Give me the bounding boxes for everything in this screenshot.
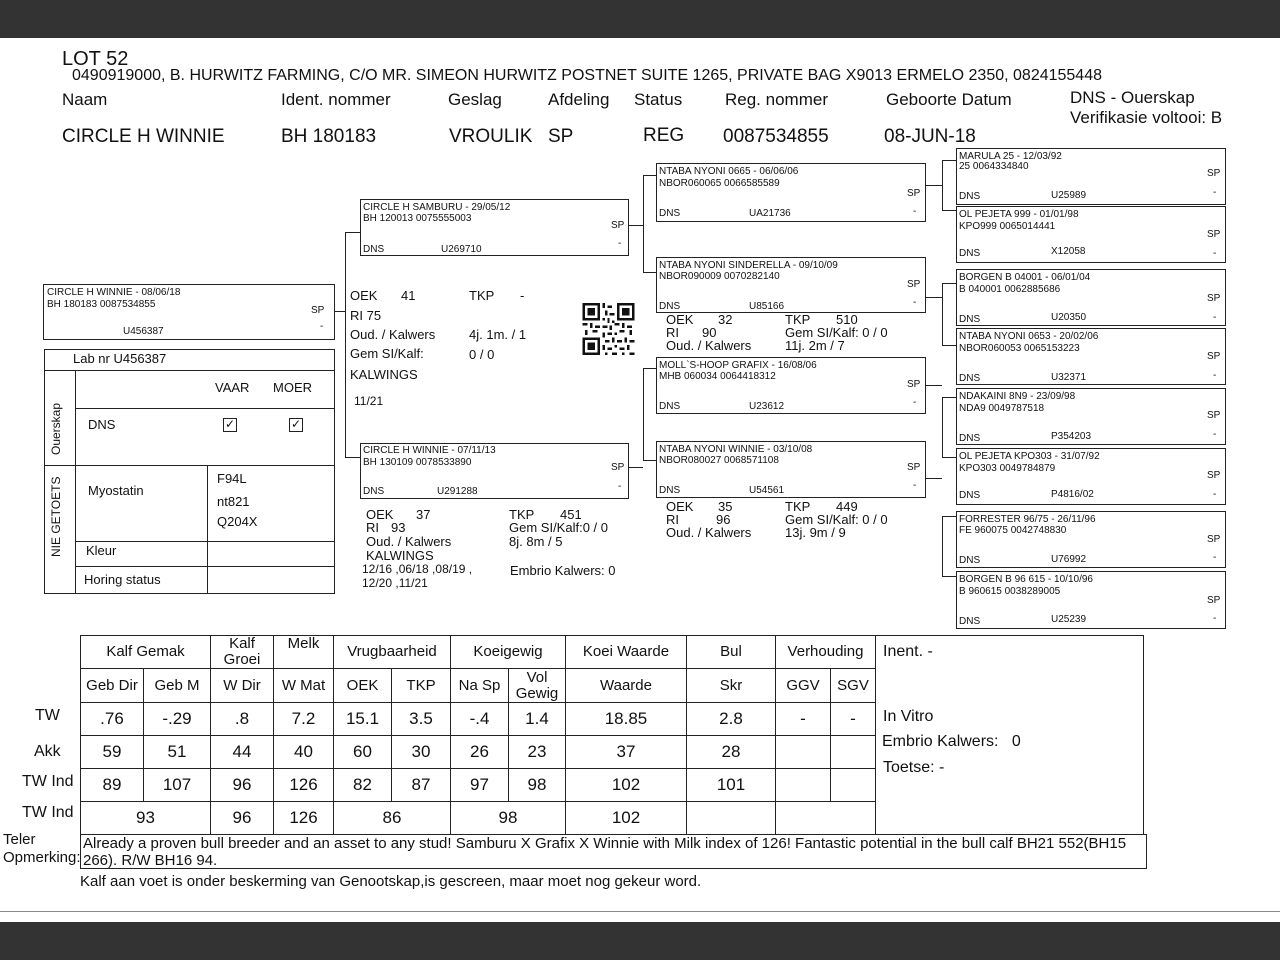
ggp-dns-value: U25239	[1051, 614, 1087, 625]
dam-box	[360, 443, 629, 499]
row-label-akk: Akk	[34, 743, 61, 760]
ggp-dns-label: DNS	[959, 248, 981, 259]
animal-box	[43, 284, 335, 340]
ggp-title: FORRESTER 96/75 - 26/11/96	[959, 514, 1096, 525]
col-geb-m: Geb M	[144, 669, 211, 703]
gp-section: SP	[907, 379, 921, 390]
dam-section: SP	[611, 462, 625, 473]
great-grandparent-box-3	[956, 269, 1226, 326]
sire-box	[360, 199, 629, 256]
twind2-cell: 96	[211, 802, 274, 835]
dam-oud-label: Oud. / Kalwers	[366, 534, 452, 549]
sire-oud-value: 4j. 1m. / 1	[469, 327, 527, 342]
col-vol-gewig: Vol Gewig	[509, 669, 566, 703]
ggp-dns-value: U32371	[1051, 372, 1087, 383]
group-melk: Melk	[274, 636, 334, 669]
ggp-section: SP	[1207, 595, 1221, 606]
gp2-oud-value: 11j. 2m / 7	[785, 338, 845, 353]
ggp-dash: -	[1213, 552, 1217, 563]
akk-cell	[831, 736, 876, 769]
owner-line: 0490919000, B. HURWITZ FARMING, C/O MR. SIMEON HURWITZ POSTNET SUITE 1265, PRIVATE BAG X9013 ERMELO 2350, 0824155448	[72, 67, 1102, 84]
twind-cell: 96	[211, 769, 274, 802]
myostatin-value-1: F94L	[217, 471, 247, 486]
gp-dash: -	[913, 397, 917, 408]
dam-dns-value: U291288	[437, 486, 478, 497]
tw-cell: 2.8	[687, 703, 776, 736]
dam-tkp-label: TKP	[509, 507, 535, 522]
col-geb-dir: Geb Dir	[81, 669, 144, 703]
gp4-ri-label: RI	[666, 512, 679, 527]
gp2-tkp-value: 510	[836, 312, 858, 327]
twind2-cell: 126	[274, 802, 334, 835]
sire-dns-label: DNS	[363, 244, 385, 255]
grandparent-box-1	[656, 163, 926, 222]
gp-dns-label: DNS	[659, 208, 681, 219]
sire-gem-label: Gem SI/Kalf:	[350, 346, 424, 361]
ggp-dash: -	[1213, 613, 1217, 624]
gp-dns-value: U23612	[749, 401, 785, 412]
sire-title: CIRCLE H SAMBURU - 29/05/12	[363, 202, 511, 213]
dam-oek-value: 37	[416, 507, 431, 522]
ggp-section: SP	[1207, 410, 1221, 421]
ggp-title: NTABA NYONI 0653 - 20/02/06	[959, 331, 1099, 342]
gp-ids: NBOR080027 0068571108	[659, 455, 779, 466]
ggp-dns-label: DNS	[959, 373, 981, 384]
great-grandparent-box-8	[956, 571, 1226, 629]
dam-oud-value: 8j. 8m / 5	[509, 534, 563, 549]
ggp-title: MARULA 25 - 12/03/92	[959, 151, 1062, 162]
dam-ri-value: 93	[391, 520, 406, 535]
dam-ids: BH 130109 0078533890	[363, 457, 472, 468]
twind-cell: 82	[334, 769, 392, 802]
label-reg: Reg. nommer	[725, 90, 828, 109]
akk-cell	[776, 736, 831, 769]
gp-dns-label: DNS	[659, 301, 681, 312]
gp4-oud-value: 13j. 9m / 9	[785, 525, 846, 540]
col-tkp: TKP	[392, 669, 451, 703]
twind-cell	[831, 769, 876, 802]
col-ggv: GGV	[776, 669, 831, 703]
ggp-section: SP	[1207, 470, 1221, 481]
dam-gem: Gem SI/Kalf:0 / 0	[509, 520, 608, 535]
invitro-label: In Vitro	[883, 708, 934, 725]
twind-cell: 97	[451, 769, 509, 802]
gp-dash: -	[913, 206, 917, 217]
remarks-text: Already a proven bull breeder and an asset to any stud! Samburu X Grafix X Winnie with Milk index of 126! Fantastic potential in the bull calf BH21 552(BH15 266). R/W BH16 94.	[83, 835, 1127, 869]
gp-dash: -	[913, 480, 917, 491]
dam-dash: -	[618, 481, 622, 492]
gp2-tkp-label: TKP	[785, 312, 811, 327]
gp-dns-value: U54561	[749, 485, 785, 496]
group-kalf-groei: Kalf Groei	[211, 636, 274, 669]
ggp-dns-value: P354203	[1051, 431, 1092, 442]
sire-tkp-value: -	[520, 288, 525, 303]
akk-cell: 44	[211, 736, 274, 769]
tw-cell: -.29	[144, 703, 211, 736]
animal-section: SP	[311, 305, 325, 316]
tw-cell: -.4	[451, 703, 509, 736]
dam-kalwings-label: KALWINGS	[366, 548, 434, 563]
sire-tkp-label: TKP	[469, 288, 495, 303]
myostatin-value-2: nt821	[217, 494, 250, 509]
ggp-section: SP	[1207, 229, 1221, 240]
sire-dns-value: U269710	[441, 244, 482, 255]
gp-dash: -	[913, 297, 917, 308]
col-oek: OEK	[334, 669, 392, 703]
gp-section: SP	[907, 188, 921, 199]
kleur-label: Kleur	[86, 543, 117, 558]
qr-code-icon	[582, 303, 635, 355]
tw-cell: -	[776, 703, 831, 736]
akk-cell: 51	[144, 736, 211, 769]
akk-cell: 59	[81, 736, 144, 769]
col-w-mat: W Mat	[274, 669, 334, 703]
ggp-dns-label: DNS	[959, 433, 981, 444]
gp2-ri-value: 90	[702, 325, 717, 340]
twind-cell: 89	[81, 769, 144, 802]
sire-dash: -	[618, 238, 622, 249]
tw-cell: 7.2	[274, 703, 334, 736]
grandparent-box-3	[656, 357, 926, 414]
group-vrugbaarheid: Vrugbaarheid	[334, 636, 451, 669]
col-w-dir: W Dir	[211, 669, 274, 703]
grandparent-box-4	[656, 441, 926, 498]
remarks-label-opmerking: Opmerking:	[3, 849, 81, 866]
ggp-dns-label: DNS	[959, 314, 981, 325]
sire-kalwings-label: KALWINGS	[350, 367, 418, 382]
ggp-section: SP	[1207, 293, 1221, 304]
animal-dash: -	[320, 321, 324, 332]
gp-title: NTABA NYONI 0665 - 06/06/06	[659, 166, 799, 177]
ggp-ids: NDA9 0049787518	[959, 403, 1045, 414]
bottom-bar	[0, 922, 1280, 960]
gp4-tkp-value: 449	[836, 499, 858, 514]
twind-cell: 87	[392, 769, 451, 802]
tw-cell: 1.4	[509, 703, 566, 736]
animal-dns: U456387	[123, 326, 164, 337]
akk-cell: 23	[509, 736, 566, 769]
row-label-tw: TW	[35, 707, 60, 724]
group-koeigewig: Koeigewig	[451, 636, 566, 669]
twind2-cell: 98	[451, 802, 566, 835]
label-dns: DNS - Ouerskap	[1070, 88, 1195, 107]
ggp-dash: -	[1213, 429, 1217, 440]
ggp-dns-value: U76992	[1051, 554, 1087, 565]
gp4-gem: Gem SI/Kalf: 0 / 0	[785, 512, 888, 527]
sire-oek-value: 41	[401, 288, 416, 303]
col-na-sp: Na Sp	[451, 669, 509, 703]
nie-getoets-label: NIE GETOETS	[49, 476, 63, 557]
gp2-oek-value: 32	[718, 312, 733, 327]
gp-dns-label: DNS	[659, 401, 681, 412]
twind2-cell: 102	[566, 802, 687, 835]
horing-label: Horing status	[84, 572, 161, 587]
lab-number: Lab nr U456387	[73, 351, 167, 366]
remarks-label-teler: Teler	[3, 831, 36, 848]
label-naam: Naam	[62, 90, 108, 109]
sire-section: SP	[611, 220, 625, 231]
ggp-ids: KPO999 0065014441	[959, 221, 1056, 232]
dam-kalwings-value-2: 12/20 ,11/21	[362, 576, 428, 590]
ggp-dash: -	[1213, 187, 1217, 198]
animal-title: CIRCLE H WINNIE - 08/06/18	[47, 287, 181, 298]
gp-title: NTABA NYONI WINNIE - 03/10/08	[659, 444, 813, 455]
lot-number: LOT 52	[62, 48, 129, 70]
ggp-title: BORGEN B 96 615 - 10/10/96	[959, 574, 1093, 585]
group-kalf-gemak: Kalf Gemak	[81, 636, 211, 669]
great-grandparent-box-7	[956, 511, 1226, 568]
ggp-title: OL PEJETA KPO303 - 31/07/92	[959, 451, 1100, 462]
value-geboorte: 08-JUN-18	[884, 126, 976, 147]
vaar-header: VAAR	[215, 380, 250, 395]
ggp-title: OL PEJETA 999 - 01/01/98	[959, 209, 1079, 220]
label-ident: Ident. nommer	[281, 90, 391, 109]
value-reg: 0087534855	[723, 126, 829, 147]
sire-kalwings-value: 11/21	[354, 394, 384, 408]
tw-cell: .76	[81, 703, 144, 736]
dam-dns-label: DNS	[363, 486, 385, 497]
gp-title: MOLL`S-HOOP GRAFIX - 16/08/06	[659, 360, 817, 371]
great-grandparent-box-4	[956, 328, 1226, 385]
gp2-gem: Gem SI/Kalf: 0 / 0	[785, 325, 888, 340]
myostatin-label: Myostatin	[88, 483, 144, 498]
twind-cell	[776, 769, 831, 802]
col-sgv: SGV	[831, 669, 876, 703]
gp-title: NTABA NYONI SINDERELLA - 09/10/09	[659, 260, 838, 271]
ggp-ids: 25 0064334840	[959, 161, 1029, 172]
footer-note: Kalf aan voet is onder beskerming van Genootskap,is gescreen, maar moet nog gekeur word.	[80, 873, 702, 890]
ggp-dash: -	[1213, 248, 1217, 259]
twind-cell: 102	[566, 769, 687, 802]
animal-ids: BH 180183 0087534855	[47, 299, 156, 310]
ggp-section: SP	[1207, 168, 1221, 179]
ggp-ids: KPO303 0049784879	[959, 463, 1056, 474]
twind2-cell: 86	[334, 802, 451, 835]
ouerskap-label: Ouerskap	[49, 402, 63, 455]
footer-divider	[0, 911, 1280, 912]
ggp-dash: -	[1213, 489, 1217, 500]
ggp-ids: B 960615 0038289005	[959, 586, 1061, 597]
dam-embrio: Embrio Kalwers: 0	[510, 563, 616, 578]
group-bul: Bul	[687, 636, 776, 669]
label-geslag: Geslag	[448, 90, 502, 109]
akk-cell: 40	[274, 736, 334, 769]
ggp-section: SP	[1207, 351, 1221, 362]
sire-oud-label: Oud. / Kalwers	[350, 327, 436, 342]
gp-dns-value: U85166	[749, 301, 785, 312]
great-grandparent-box-5	[956, 388, 1226, 445]
group-koei-waarde: Koei Waarde	[566, 636, 687, 669]
side-info-cell	[876, 636, 1144, 835]
tw-cell: 3.5	[392, 703, 451, 736]
label-status: Status	[634, 90, 683, 109]
moer-dns-checkbox: ✓	[290, 417, 302, 431]
ggp-dns-value: X12058	[1051, 246, 1086, 257]
ggp-ids: B 040001 0062885686	[959, 284, 1061, 295]
toetse-label: Toetse: -	[883, 759, 945, 776]
gp-section: SP	[907, 462, 921, 473]
breeding-values-table	[80, 635, 1144, 835]
akk-cell: 37	[566, 736, 687, 769]
ggp-ids: NBOR060053 0065153223	[959, 343, 1080, 354]
ggp-dash: -	[1213, 370, 1217, 381]
tw-cell: -	[831, 703, 876, 736]
twind2-cell: 93	[81, 802, 211, 835]
ggp-dns-value: U25989	[1051, 190, 1087, 201]
ggp-dns-label: DNS	[959, 555, 981, 566]
great-grandparent-box-1	[956, 148, 1226, 205]
ggp-title: NDAKAINI 8N9 - 23/09/98	[959, 391, 1076, 402]
twind-cell: 101	[687, 769, 776, 802]
tw-cell: .8	[211, 703, 274, 736]
ggp-section: SP	[1207, 534, 1221, 545]
dam-title: CIRCLE H WINNIE - 07/11/13	[363, 445, 496, 456]
sire-ids: BH 120013 0075555003	[363, 213, 472, 224]
top-bar	[0, 0, 1280, 38]
ggp-dns-label: DNS	[959, 616, 981, 627]
dam-ri-label: RI	[366, 520, 379, 535]
vaar-dns-checkbox: ✓	[224, 417, 236, 431]
ggp-title: BORGEN B 04001 - 06/01/04	[959, 272, 1091, 283]
sire-gem-value: 0 / 0	[469, 347, 495, 362]
ggp-dns-value: U20350	[1051, 312, 1087, 323]
col-waarde: Waarde	[566, 669, 687, 703]
value-naam: CIRCLE H WINNIE	[62, 126, 225, 147]
value-geslag: VROULIK	[449, 126, 533, 147]
gp2-ri-label: RI	[666, 325, 679, 340]
gp4-oek-label: OEK	[666, 499, 694, 514]
ggp-dns-label: DNS	[959, 490, 981, 501]
gp4-ri-value: 96	[716, 512, 731, 527]
value-afdeling: SP	[548, 126, 574, 147]
col-skr: Skr	[687, 669, 776, 703]
embrio-label: Embrio Kalwers: 0	[882, 733, 1021, 750]
inent-label: Inent. -	[883, 643, 933, 660]
akk-cell: 60	[334, 736, 392, 769]
dam-kalwings-value-1: 12/16 ,06/18 ,08/19 ,	[362, 562, 473, 576]
ggp-ids: FE 960075 0042748830	[959, 525, 1067, 536]
ggp-dns-label: DNS	[959, 191, 981, 202]
gp4-tkp-label: TKP	[785, 499, 811, 514]
gp-ids: NBOR060065 0066585589	[659, 178, 780, 189]
twind-cell: 107	[144, 769, 211, 802]
great-grandparent-box-2	[956, 206, 1226, 263]
gp-dns-value: UA21736	[749, 208, 791, 219]
gp-ids: MHB 060034 0064418312	[659, 371, 776, 382]
row-label-tw-ind-2: TW Ind	[22, 804, 74, 821]
tw-cell: 15.1	[334, 703, 392, 736]
gp-ids: NBOR090009 0070282140	[659, 271, 780, 282]
dam-tkp-value: 451	[560, 507, 582, 522]
myostatin-value-3: Q204X	[217, 514, 258, 529]
gp4-oek-value: 35	[718, 499, 733, 514]
twind-cell: 98	[509, 769, 566, 802]
moer-header: MOER	[273, 380, 312, 395]
gp2-oek-label: OEK	[666, 312, 694, 327]
tw-cell: 18.85	[566, 703, 687, 736]
ggp-dash: -	[1213, 312, 1217, 323]
row-label-tw-ind: TW Ind	[22, 773, 74, 790]
grandparent-box-2	[656, 257, 926, 313]
akk-cell: 26	[451, 736, 509, 769]
label-geboorte: Geboorte Datum	[886, 90, 1012, 109]
gp4-oud-label: Oud. / Kalwers	[666, 525, 752, 540]
label-verifikasie: Verifikasie voltooi: B	[1070, 108, 1223, 127]
value-status: REG	[643, 125, 685, 146]
dns-row-label: DNS	[88, 417, 116, 432]
akk-cell: 30	[392, 736, 451, 769]
twind-cell: 126	[274, 769, 334, 802]
group-verhouding: Verhouding	[776, 636, 876, 669]
ggp-dns-value: P4816/02	[1051, 489, 1094, 500]
value-ident: BH 180183	[281, 126, 377, 147]
sire-ri: RI 75	[350, 308, 382, 323]
label-afdeling: Afdeling	[548, 90, 610, 109]
great-grandparent-box-6	[956, 448, 1226, 505]
gp2-oud-label: Oud. / Kalwers	[666, 338, 752, 353]
gp-section: SP	[907, 279, 921, 290]
gp-dns-label: DNS	[659, 485, 681, 496]
akk-cell: 28	[687, 736, 776, 769]
sire-oek-label: OEK	[350, 288, 378, 303]
dam-oek-label: OEK	[366, 507, 394, 522]
